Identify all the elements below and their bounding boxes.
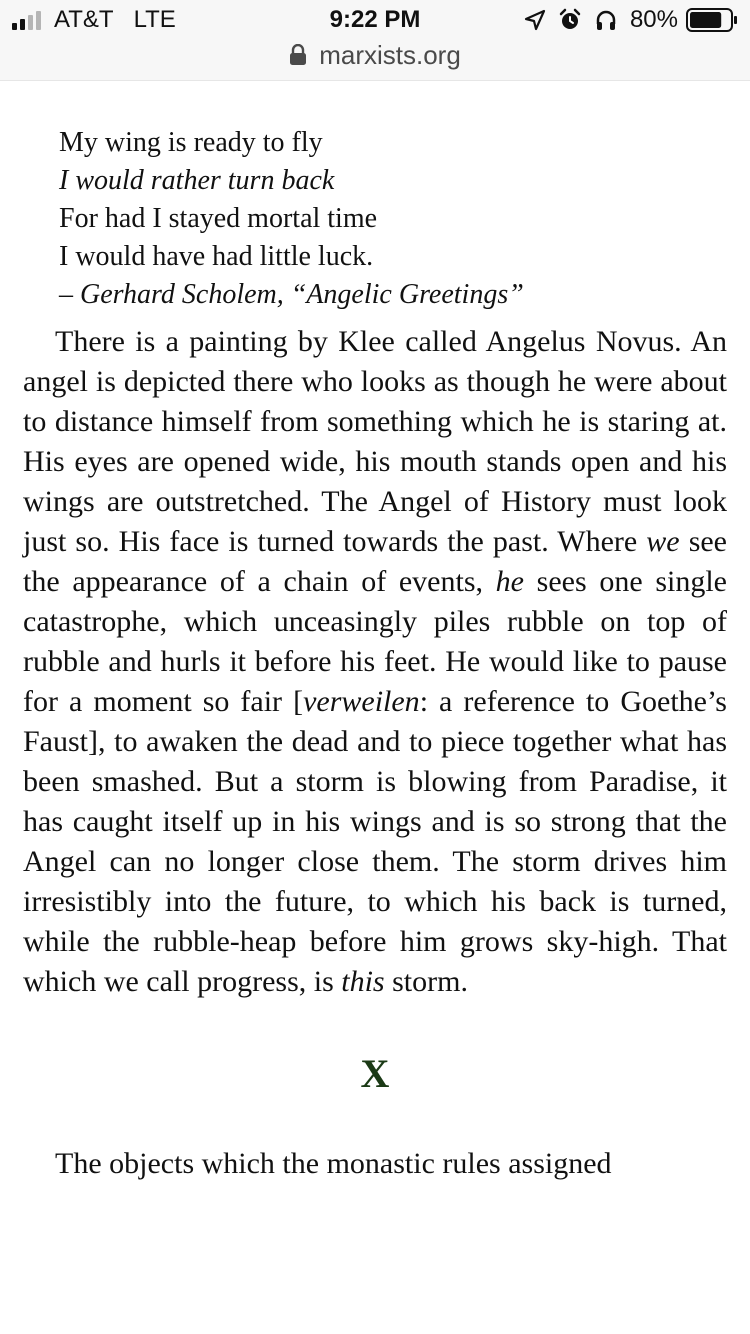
epigraph-line: For had I stayed mortal time bbox=[59, 203, 378, 234]
emphasis-we: we bbox=[646, 525, 680, 558]
epigraph-line: I would rather turn back bbox=[59, 165, 335, 196]
carrier-name: AT&T bbox=[54, 6, 114, 33]
status-right bbox=[524, 6, 738, 34]
paragraph-angel-of-history bbox=[23, 322, 727, 1002]
epigraph bbox=[23, 124, 727, 314]
article-content bbox=[23, 124, 727, 1184]
text-run: : a reference to Goethe’s Faust], to awaken the dead and to piece together what has been smashed. But a storm is blowing from Paradise, it has caught itself up in his wings and is so strong that the Angel can no longer close them. The storm drives him irresistibly into the future, to which his back is turned, while the rubble-heap before him grows sky-high. That which we call progress, is bbox=[23, 685, 727, 998]
text-run: sees one single catastrophe, which unceasingly piles rubble on top of rubble and hurls it before his feet. He would like to pause for a moment so fair [ bbox=[23, 565, 727, 718]
url-bar[interactable] bbox=[0, 38, 750, 72]
emphasis-he: he bbox=[495, 565, 524, 598]
headphones-icon bbox=[594, 8, 618, 32]
epigraph-line: I would have had little luck. bbox=[59, 241, 374, 272]
status-time: 9:22 PM bbox=[329, 6, 421, 33]
status-bar bbox=[0, 0, 750, 81]
battery-icon bbox=[686, 7, 738, 33]
section-heading: X bbox=[360, 1051, 390, 1096]
emphasis-verweilen: verweilen bbox=[303, 685, 420, 718]
battery-percent: 80% bbox=[629, 6, 678, 33]
text-run: see the appearance of a chain of events, bbox=[23, 525, 727, 598]
network-type: LTE bbox=[133, 6, 176, 33]
emphasis-this: this bbox=[341, 965, 385, 998]
location-arrow-icon bbox=[524, 9, 546, 31]
text-run: storm. bbox=[384, 965, 468, 998]
alarm-clock-icon bbox=[558, 8, 582, 32]
lock-icon bbox=[289, 44, 307, 66]
paragraph-monastic-rules: The objects which the monastic rules assigned bbox=[55, 1147, 612, 1180]
epigraph-attribution: – Gerhard Scholem, “Angelic Greetings” bbox=[59, 279, 524, 310]
url-domain[interactable]: marxists.org bbox=[319, 39, 461, 70]
text-run: There is a painting by Klee called Angelus Novus. An angel is depicted there who looks as though he were about to distance himself from something which he is staring at. His eyes are opened wide, his mouth stands open and his wings are outstretched. The Angel of History must look just so. His face is turned towards the past. Where bbox=[23, 325, 727, 558]
epigraph-line: My wing is ready to fly bbox=[59, 127, 323, 158]
